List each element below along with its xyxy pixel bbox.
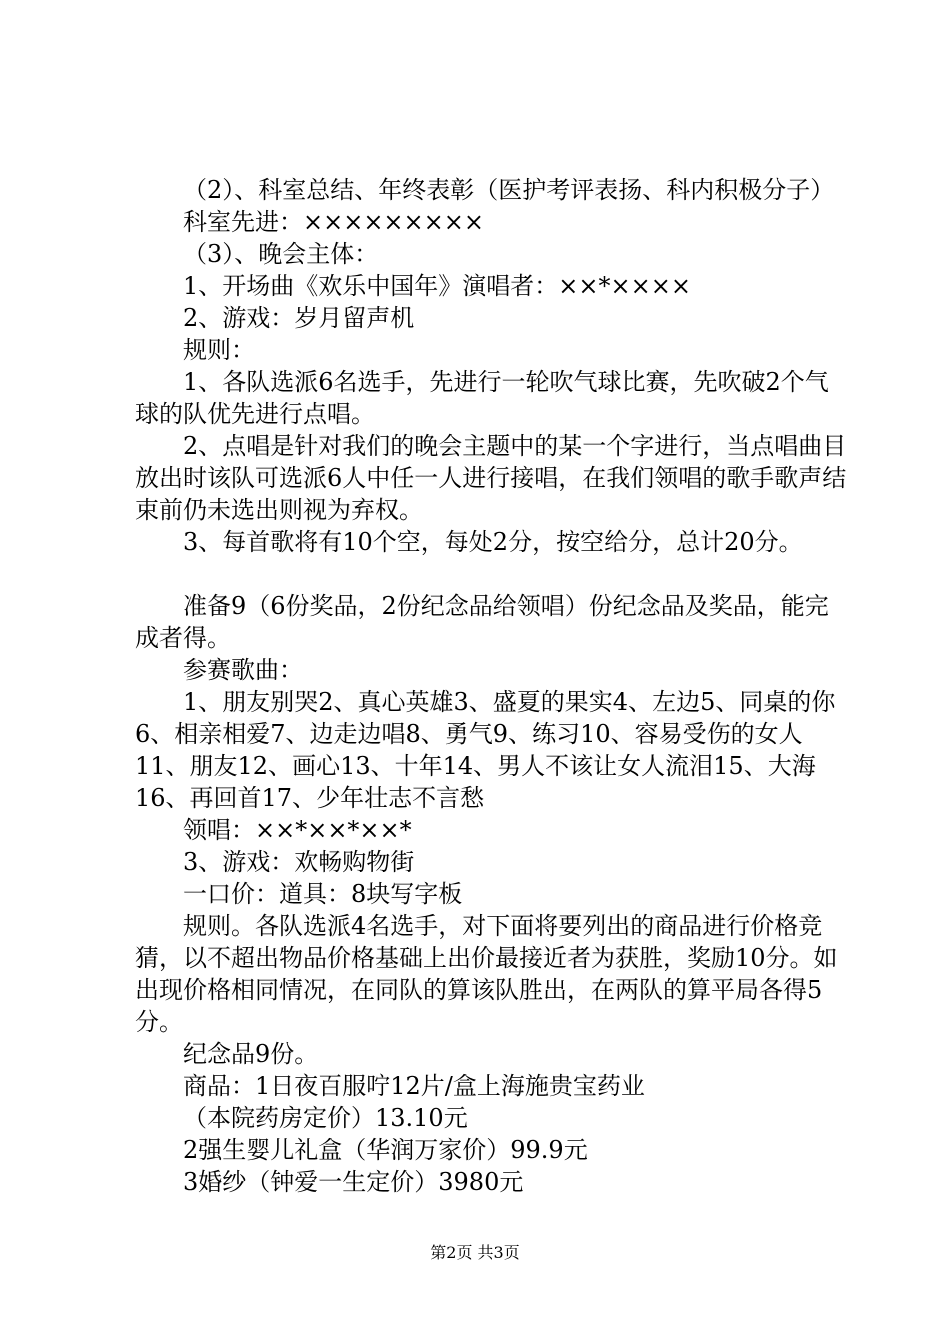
prizes-note: 准备9（6份奖品，2份纪念品给领唱）份纪念品及奖品，能完成者得。 [135, 592, 829, 652]
souvenir-count: 纪念品9份。 [183, 1040, 319, 1068]
product-3: 3婚纱（钟爱一生定价）3980元 [183, 1168, 524, 1196]
songs-list: 1、朋友别哭2、真心英雄3、盛夏的果实4、左边5、同桌的你6、相亲相爱7、边走边唱8、勇气9、练习10、容易受伤的女人11、朋友12、画心13、十年14、男人不该让女人流泪15、大海16、再回首17、少年壮志不言愁 [135, 688, 836, 812]
game-1-title: 2、游戏：岁月留声机 [183, 304, 415, 332]
section-3-heading: （3）、晚会主体： [183, 240, 379, 268]
document-body [135, 174, 850, 1198]
page-footer: 第2页 共3页 [430, 1243, 520, 1262]
props-line: 一口价：道具：8块写字板 [183, 880, 463, 908]
lead-singers: 领唱：××*××*××* [183, 816, 412, 844]
product-1-price: （本院药房定价）13.10元 [183, 1104, 468, 1132]
product-1: 商品：1日夜百服咛12片/盒上海施贵宝药业 [183, 1072, 645, 1100]
dept-advanced: 科室先进：××××××××× [183, 208, 484, 236]
rule-3: 3、每首歌将有10个空，每处2分，按空给分，总计20分。 [183, 528, 803, 556]
rules-label: 规则： [183, 336, 255, 364]
rule-1: 1、各队选派6名选手，先进行一轮吹气球比赛，先吹破2个气球的队优先进行点唱。 [135, 368, 829, 428]
section-2-heading: （2）、科室总结、年终表彰（医护考评表扬、科内积极分子） [183, 176, 835, 204]
songs-label: 参赛歌曲： [183, 656, 303, 684]
product-2: 2强生婴儿礼盒（华润万家价）99.9元 [183, 1136, 588, 1164]
rule-2: 2、点唱是针对我们的晚会主题中的某一个字进行，当点唱曲目放出时该队可选派6人中任一人进行接唱，在我们领唱的歌手歌声结束前仍未选出则视为弃权。 [135, 432, 847, 524]
opening-song: 1、开场曲《欢乐中国年》演唱者：××*×××× [183, 272, 691, 300]
game-2-title: 3、游戏：欢畅购物街 [183, 848, 415, 876]
game-2-rules: 规则。各队选派4名选手，对下面将要列出的商品进行价格竞猜，以不超出物品价格基础上出价最接近者为获胜，奖励10分。如出现价格相同情况，在同队的算该队胜出，在两队的算平局各得5分。 [135, 912, 838, 1036]
